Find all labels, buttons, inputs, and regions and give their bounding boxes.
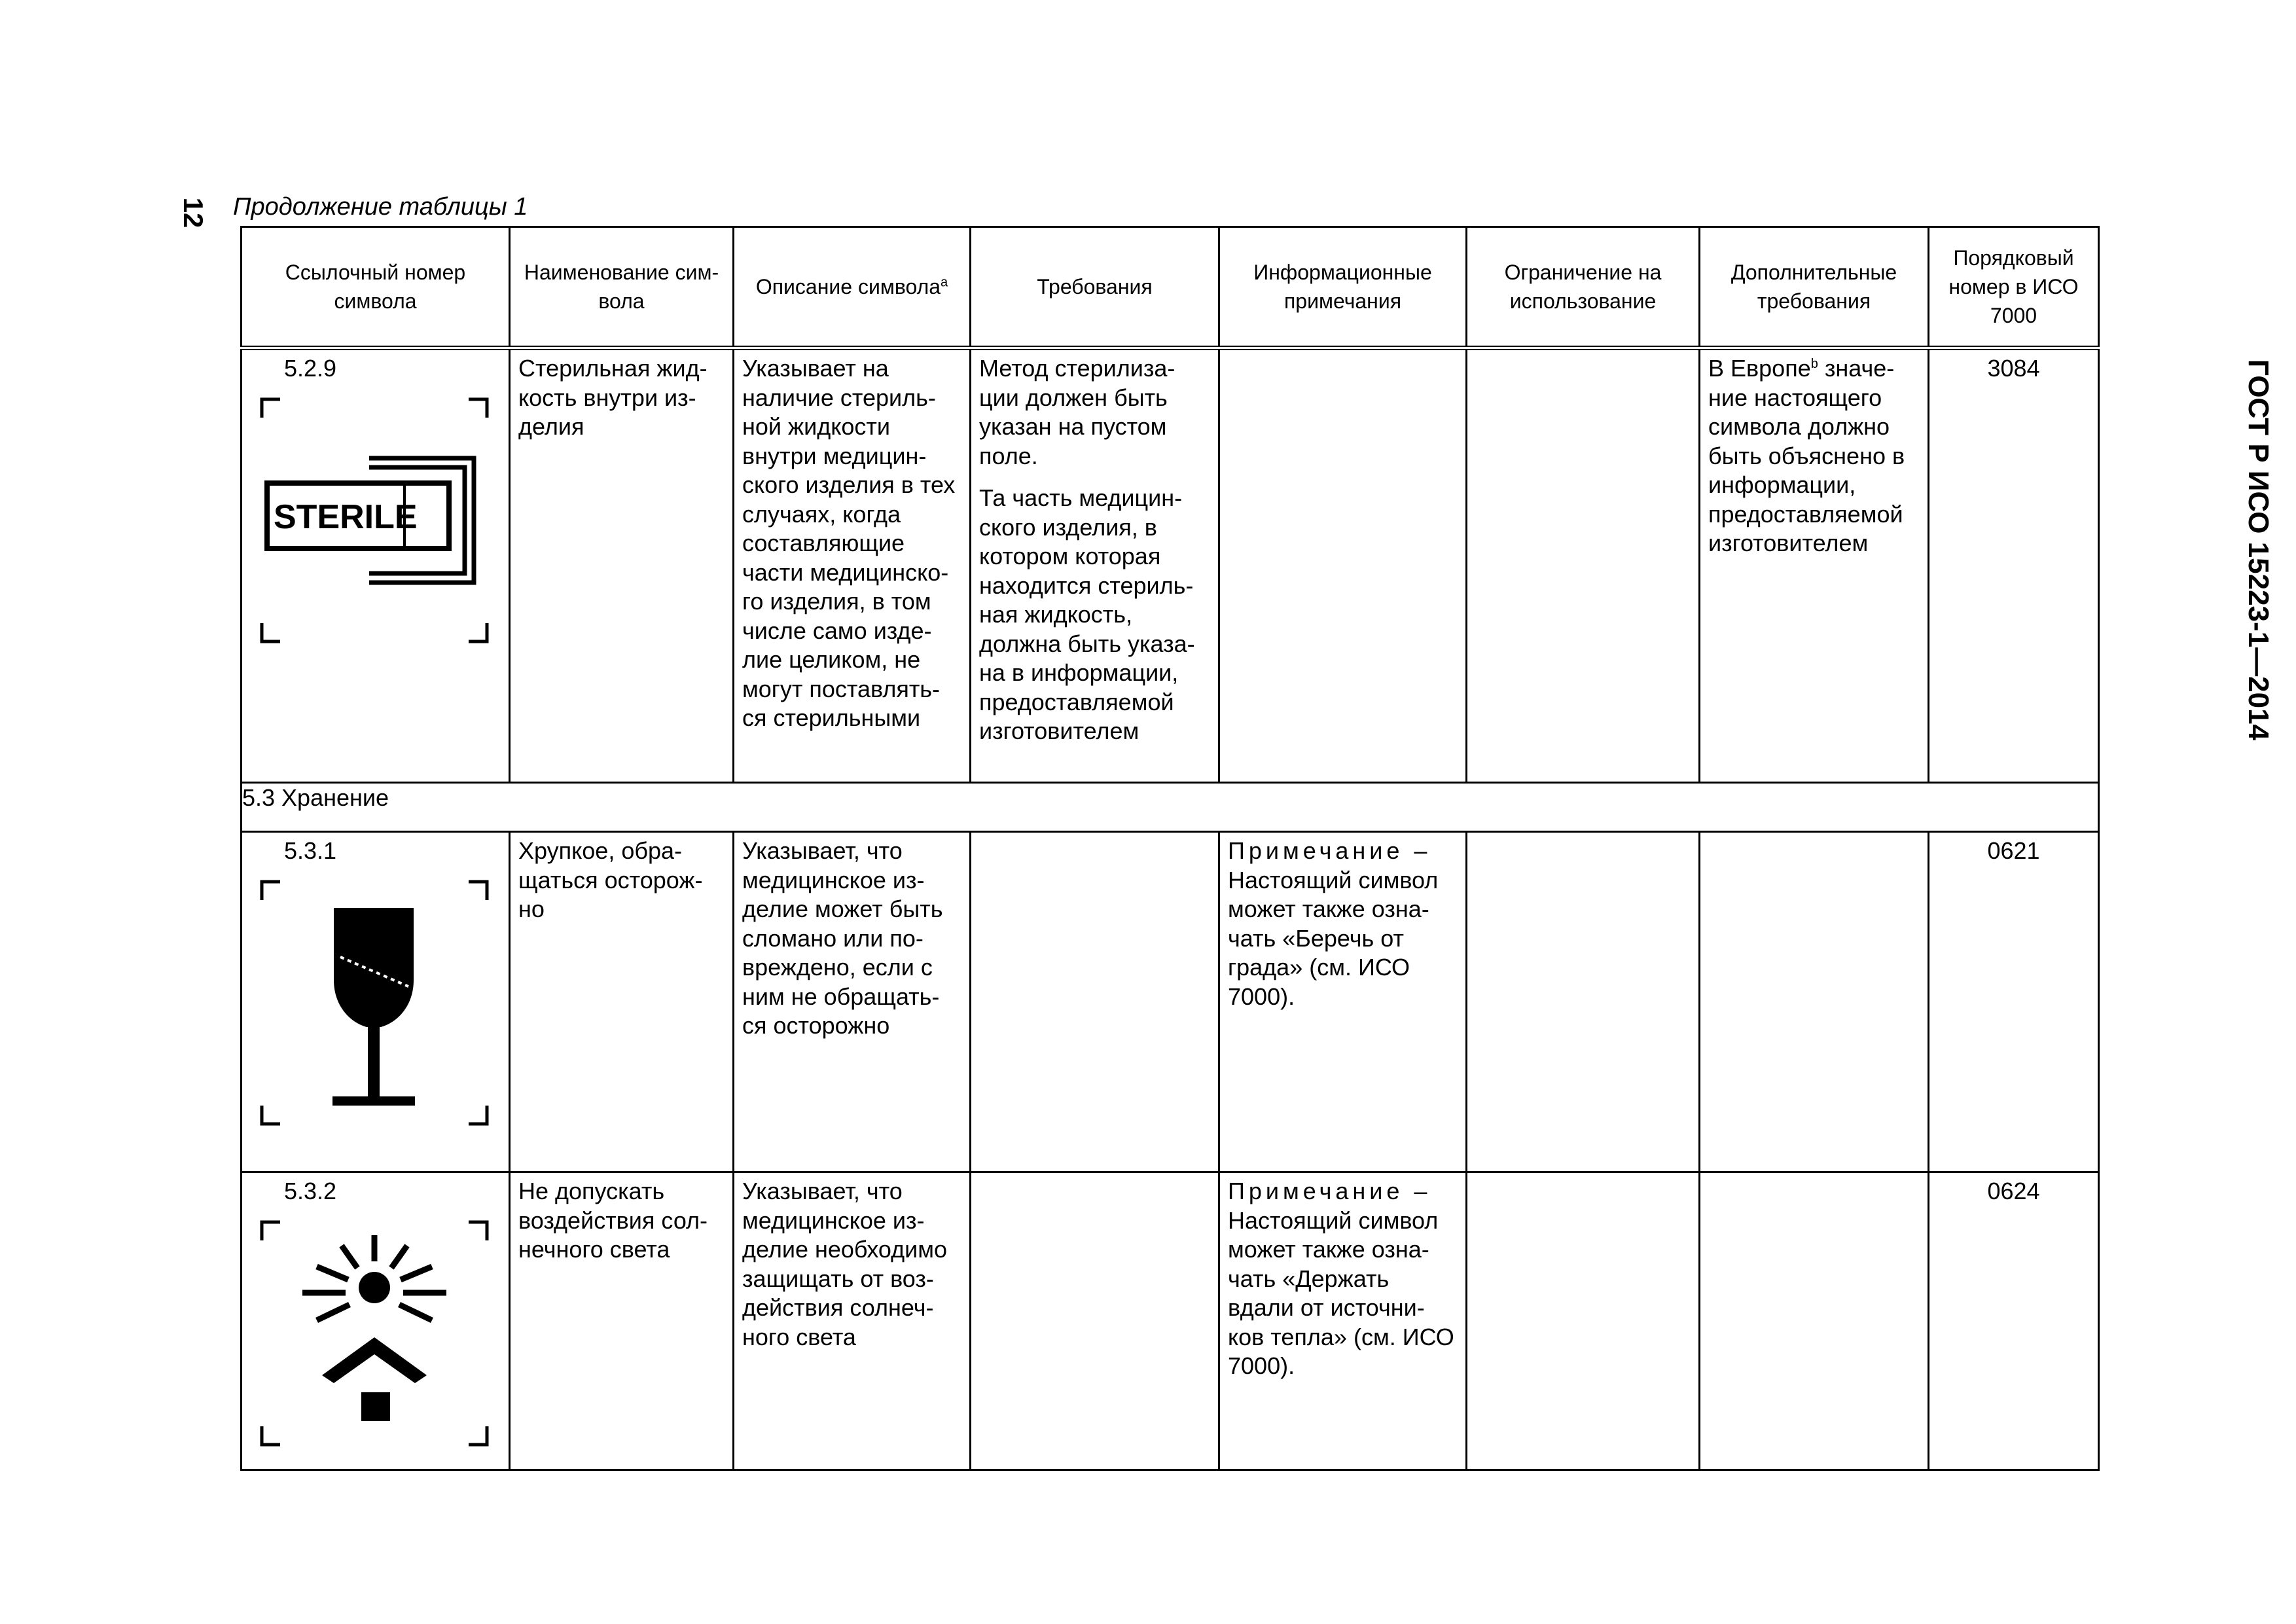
info-note xyxy=(1220,1173,1465,1381)
note-text: Настоящий символ может также озна-чать «Беречь от града» (см. ИСО 7000). xyxy=(1228,866,1439,1010)
header-req: Требования xyxy=(971,227,1219,348)
limit-cell xyxy=(1467,1172,1700,1470)
keep-away-from-sunlight-icon xyxy=(257,1216,492,1451)
page-number: 12 xyxy=(178,197,209,228)
header-desc-footnote: a xyxy=(941,275,948,290)
table-row xyxy=(242,832,2099,1172)
ref-cell xyxy=(242,832,510,1172)
extra-cell xyxy=(1700,1172,1929,1470)
header-name: Наименование сим-вола xyxy=(510,227,734,348)
iso-number: 0624 xyxy=(1987,1178,2040,1204)
document-id: ГОСТ Р ИСО 15223-1—2014 xyxy=(2242,359,2274,741)
name-cell xyxy=(510,1172,734,1470)
iso-number: 0621 xyxy=(1987,837,2040,864)
sterile-symbol-text: STERILE xyxy=(274,497,418,536)
table-header-row xyxy=(242,227,2099,348)
section-row xyxy=(242,783,2099,832)
requirement-text-2: Та часть медицин-ского изделия, в котором которая находится стериль-ная жидкость, должна быть указа-на в информации, предоставляемой изготовителем xyxy=(979,484,1195,744)
ref-number: 5.2.9 xyxy=(284,355,337,382)
header-limit: Ограничение на использование xyxy=(1467,227,1700,348)
symbol-name: Хрупкое, обра-щаться осторож-но xyxy=(518,837,703,922)
info-cell xyxy=(1219,348,1467,783)
name-cell xyxy=(510,832,734,1172)
desc-cell xyxy=(734,348,971,783)
note-label: Примечание – xyxy=(1228,1178,1431,1204)
info-note xyxy=(1220,833,1465,1011)
header-extra: Дополнительные требования xyxy=(1700,227,1929,348)
iso-cell xyxy=(1929,1172,2099,1470)
extra-requirements-start: В Европе xyxy=(1708,355,1811,382)
symbol-description: Указывает на наличие стериль-ной жидкости внутри медицин-ского изделия в тех случаях, когда составляющие части медицинско-го изделия, в том числе само изде-лие целиком, не могут поставлять-ся стерильными xyxy=(742,355,956,731)
note-label: Примечание – xyxy=(1228,837,1431,864)
header-desc-label: Описание символа xyxy=(755,275,941,298)
ref-cell xyxy=(242,1172,510,1470)
header-ref: Ссылочный номер символа xyxy=(242,227,510,348)
extra-cell xyxy=(1700,348,1929,783)
symbol-name: Стерильная жид-кость внутри из-делия xyxy=(518,355,708,440)
extra-requirements-rest: значе-ние настоящего символа должно быть объяснено в информации, предоставляемой изготовителем xyxy=(1708,355,1905,556)
note-text: Настоящий символ может также озна-чать «Держать вдали от источни-ков тепла» (см. ИСО 7000). xyxy=(1228,1206,1454,1379)
info-cell xyxy=(1219,1172,1467,1470)
symbols-table xyxy=(240,226,2100,1471)
table-row xyxy=(242,1172,2099,1470)
extra-cell xyxy=(1700,832,1929,1172)
limit-cell xyxy=(1467,832,1700,1172)
ref-cell xyxy=(242,348,510,783)
ref-number: 5.3.2 xyxy=(284,1178,337,1204)
sterile-fluid-path-icon xyxy=(257,393,492,648)
header-iso: Порядковый номер в ИСО 7000 xyxy=(1929,227,2099,348)
header-desc xyxy=(734,227,971,348)
req-cell xyxy=(971,1172,1219,1470)
extra-requirements-footnote: b xyxy=(1810,357,1818,371)
symbol-name: Не допускать воздействия сол-нечного света xyxy=(518,1178,708,1263)
iso-cell xyxy=(1929,348,2099,783)
header-info: Информационные примечания xyxy=(1219,227,1467,348)
ref-number: 5.3.1 xyxy=(284,837,337,864)
iso-cell xyxy=(1929,832,2099,1172)
continuation-title: Продолжение таблицы 1 xyxy=(233,193,528,221)
name-cell xyxy=(510,348,734,783)
symbol-description: Указывает, что медицинское из-делие может быть сломано или по-вреждено, если с ним не обращать-ся осторожно xyxy=(742,837,943,1039)
desc-cell xyxy=(734,832,971,1172)
section-heading: 5.3 Хранение xyxy=(242,783,2099,832)
info-cell xyxy=(1219,832,1467,1172)
requirement-text-1: Метод стерилиза-ции должен быть указан на пустом поле. xyxy=(979,355,1175,469)
symbol-description: Указывает, что медицинское из-делие необходимо защищать от воз-действия солнеч-ного света xyxy=(742,1178,948,1350)
req-cell xyxy=(971,832,1219,1172)
req-cell xyxy=(971,348,1219,783)
desc-cell xyxy=(734,1172,971,1470)
fragile-glass-icon xyxy=(257,875,492,1130)
limit-cell xyxy=(1467,348,1700,783)
extra-requirements xyxy=(1700,350,1928,558)
table-row xyxy=(242,348,2099,783)
iso-number: 3084 xyxy=(1987,355,2040,382)
